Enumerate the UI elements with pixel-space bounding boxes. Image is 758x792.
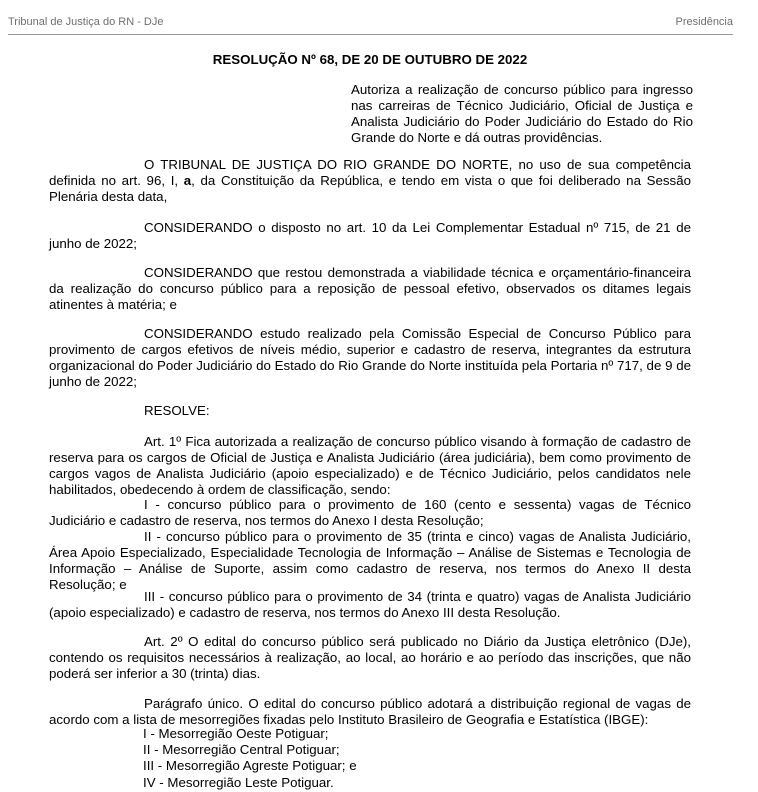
mesorregioes-list	[143, 726, 443, 791]
article-1-item-2: II - concurso público para o provimento de 35 (trinta e cinco) vagas de Analista Judiciário, Área Apoio Especializado, Especialidade Tecnologia de Informação – Análise de Sistemas e Tecnologia de Informação – Análise de Suporte, assim como cadastro de reserva, nos termos do Anexo II desta Resolução; e	[49, 529, 691, 592]
list-item: II - Mesorregião Central Potiguar;	[143, 742, 340, 758]
considerando-1: CONSIDERANDO o disposto no art. 10 da Lei Complementar Estadual nº 715, de 21 de junho de 2022;	[49, 220, 691, 251]
list-item: IV - Mesorregião Leste Potiguar.	[143, 774, 334, 790]
article-1: Art. 1º Fica autorizada a realização de concurso público visando à formação de cadastro de reserva para os cargos de Oficial de Justiça e Analista Judiciário (área judiciária), bem como provimento de cargos vagos de Analista Judiciário (apoio especializado) e de Técnico Judiciário, pelos candidatos nele habilitados, obedecendo à ordem de classificação, sendo:	[49, 434, 691, 497]
header-publication: Tribunal de Justiça do RN - DJe	[8, 16, 164, 28]
article-1-item-1: I - concurso público para o provimento de 160 (cento e sessenta) vagas de Técnico Judiciário e cadastro de reserva, nos termos do Anexo I desta Resolução;	[49, 497, 691, 528]
preamble-bold: a	[183, 173, 192, 188]
resolution-title: RESOLUÇÃO Nº 68, DE 20 DE OUTUBRO DE 2022	[212, 52, 528, 67]
paragrafo-unico: Parágrafo único. O edital do concurso público adotará a distribuição regional de vagas de acordo com a lista de mesorregiões fixadas pelo Instituto Brasileiro de Geografia e Estatística (IBGE):	[49, 696, 691, 727]
article-2: Art. 2º O edital do concurso público será publicado no Diário da Justiça eletrônico (DJe), contendo os requisitos necessários à realização, ao local, ao horário e ao período das inscrições, que não poderá ser inferior a 30 (trinta) dias.	[49, 634, 691, 681]
considerando-2: CONSIDERANDO que restou demonstrada a viabilidade técnica e orçamentário-financeira da realização do concurso público para a reposição de pessoal efetivo, observados os ditames legais atinentes à matéria; e	[49, 265, 691, 312]
considerando-3: CONSIDERANDO estudo realizado pela Comissão Especial de Concurso Público para provimento de cargos efetivos de níveis médio, superior e cadastro de reserva, integrantes da estrutura organizacional do Poder Judiciário do Estado do Rio Grande do Norte instituída pela Portaria nº 717, de 9 de junho de 2022;	[49, 326, 691, 389]
preamble-text-2: , da Constituição da República, e tendo em vista o que foi deliberado na Sessão Plenária desta data,	[49, 173, 691, 204]
ementa: Autoriza a realização de concurso público para ingresso nas carreiras de Técnico Judiciário, Oficial de Justiça e Analista Judiciário do Poder Judiciário do Estado do Rio Grande do Norte e dá outras providências.	[351, 82, 693, 145]
header-section: Presidência	[675, 16, 733, 28]
page-header	[8, 14, 733, 35]
article-1-item-3: III - concurso público para o provimento de 34 (trinta e quatro) vagas de Analista Judiciário (apoio especializado) e cadastro de reserva, nos termos do Anexo III desta Resolução.	[49, 589, 691, 620]
list-item: III - Mesorregião Agreste Potiguar; e	[143, 758, 357, 774]
list-item: I - Mesorregião Oeste Potiguar;	[143, 726, 329, 741]
preamble-text-1: O TRIBUNAL DE JUSTIÇA DO RIO GRANDE DO NORTE, no uso de sua competência definida no art. 96, I,	[49, 157, 691, 188]
resolve-heading: RESOLVE:	[144, 403, 210, 418]
preamble	[49, 157, 691, 205]
